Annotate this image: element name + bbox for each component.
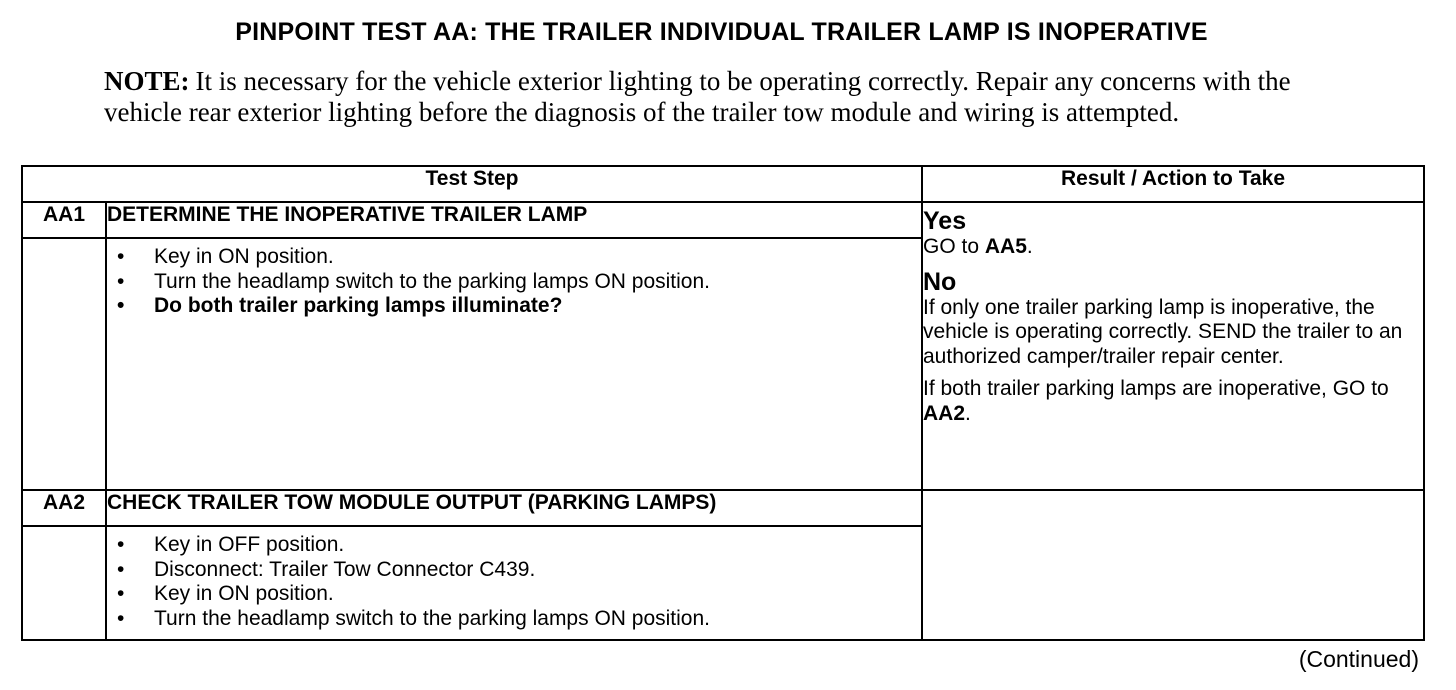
result-yes-label: Yes [923,207,967,235]
list-item: • Turn the headlamp switch to the parking lamps ON position. [107,270,921,295]
header-result: Result / Action to Take [922,166,1424,202]
step-aa1-id: AA1 [22,202,106,238]
step-aa1-bullets [106,238,922,490]
step-aa2-result [922,490,1424,640]
page-title: PINPOINT TEST AA: THE TRAILER INDIVIDUAL TRAILER LAMP IS INOPERATIVE [235,18,1208,46]
step-aa1-list [107,239,921,327]
step-aa1-result [922,202,1424,490]
list-item: • Key in OFF position. [107,533,921,558]
list-item: • Key in ON position. [107,582,921,607]
step-aa2-id: AA2 [22,490,106,526]
result-yes-ref: AA5 [984,235,1027,258]
step-aa2-list [107,527,921,639]
step-aa2-bullets [106,526,922,640]
result-no-text-1: If only one trailer parking lamp is inoperative, the vehicle is operating correctly. SEND the trailer to an authorized camper/trailer repair center. [923,295,1403,368]
step-aa1-title: DETERMINE THE INOPERATIVE TRAILER LAMP [106,202,922,238]
result-no-ref: AA2 [923,401,966,425]
note-text: It is necessary for the vehicle exterior lighting to be operating correctly. Repair any concerns with the vehicle rear exterior lighting before the diagnosis of the trailer tow module and wiring is attempted. [104,66,1291,127]
note-label: NOTE: [104,66,190,96]
step-aa1-title-row [22,202,1424,238]
note-block [104,66,1304,128]
result-no-label: No [923,267,957,296]
step-aa2-title: CHECK TRAILER TOW MODULE OUTPUT (PARKING LAMPS) [106,490,922,526]
table-header-row [22,166,1424,202]
header-test-step: Test Step [22,166,922,202]
pinpoint-test-table [21,165,1425,641]
list-item: • Turn the headlamp switch to the parking lamps ON position. [107,607,921,632]
step-aa1-spacer [22,238,106,490]
step-aa2-spacer [22,526,106,640]
step-aa2-title-row [22,490,1424,526]
list-item-question: • Do both trailer parking lamps illuminate? [107,294,921,319]
result-no-text-2: If both trailer parking lamps are inoperative, GO to AA2. [923,377,1389,425]
list-item: • Disconnect: Trailer Tow Connector C439. [107,558,921,583]
list-item: • Key in ON position. [107,245,921,270]
result-yes-text: GO to AA5. [923,235,1033,258]
continued-label: (Continued) [1298,646,1419,672]
